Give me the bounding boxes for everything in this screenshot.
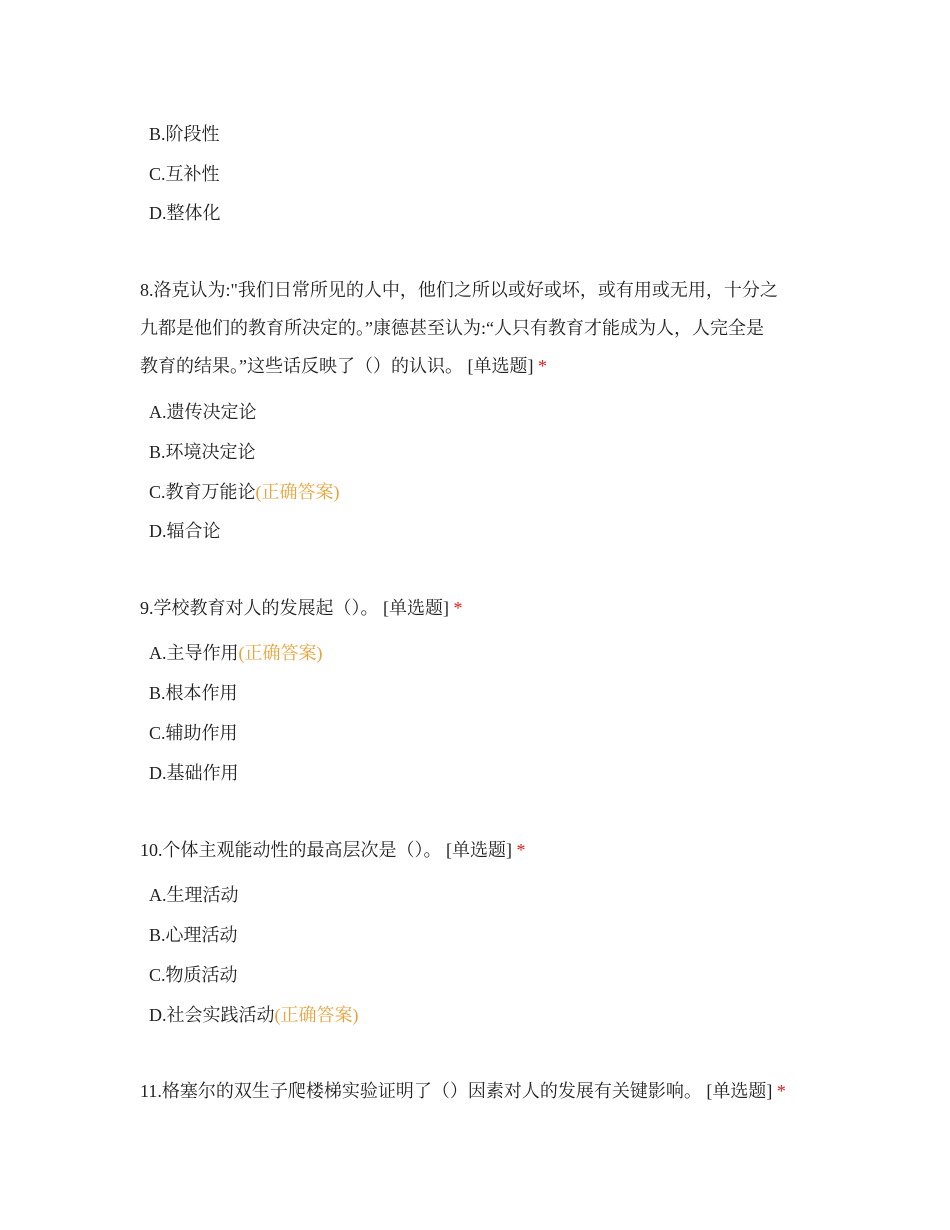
q10-question — [140, 839, 526, 861]
q9-option-b — [149, 682, 238, 704]
q8-question — [140, 271, 820, 385]
q10-text: 10.个体主观能动性的最高层次是（）。 — [140, 840, 442, 860]
q8-line2: 九都是他们的教育所决定的。”康德甚至认为:“人只有教育才能成为人，人完全是 — [140, 318, 764, 338]
question-type-tag: [单选题] — [467, 356, 534, 376]
q8-option-c — [149, 481, 340, 503]
q7-option-d — [149, 202, 221, 224]
q9-question — [140, 597, 463, 619]
option-label: C.教育万能论 — [149, 482, 256, 502]
option-label: A.生理活动 — [149, 885, 239, 905]
q7-option-b — [149, 123, 220, 145]
option-label: C.辅助作用 — [149, 723, 238, 743]
q10-option-a — [149, 884, 239, 906]
q10-option-b — [149, 924, 238, 946]
question-type-tag: [单选题] — [446, 840, 512, 860]
required-star: * — [516, 840, 526, 860]
q11-question — [140, 1080, 786, 1102]
required-star: * — [538, 356, 547, 376]
q7-option-c — [149, 163, 220, 185]
required-star: * — [776, 1081, 786, 1101]
q9-option-a — [149, 642, 323, 664]
option-label: D.社会实践活动 — [149, 1005, 275, 1025]
q8-option-d — [149, 520, 221, 542]
q8-option-a — [149, 401, 257, 423]
option-label: B.阶段性 — [149, 124, 220, 144]
question-type-tag: [单选题] — [706, 1081, 773, 1101]
q10-option-d — [149, 1004, 359, 1026]
option-label: B.环境决定论 — [149, 442, 256, 462]
q8-option-b — [149, 441, 256, 463]
option-label: C.物质活动 — [149, 965, 238, 985]
required-star: * — [453, 598, 463, 618]
option-label: A.主导作用 — [149, 643, 239, 663]
q8-line3-text: 教育的结果。”这些话反映了（）的认识。 — [140, 356, 463, 376]
option-label: D.辐合论 — [149, 521, 221, 541]
q10-option-c — [149, 964, 238, 986]
option-label: D.整体化 — [149, 203, 221, 223]
option-label: D.基础作用 — [149, 763, 239, 783]
question-type-tag: [单选题] — [383, 598, 449, 618]
correct-answer-mark: (正确答案) — [238, 643, 323, 663]
q9-option-d — [149, 762, 239, 784]
option-label: C.互补性 — [149, 164, 220, 184]
correct-answer-mark: (正确答案) — [274, 1005, 359, 1025]
q9-text: 9.学校教育对人的发展起（）。 — [140, 598, 379, 618]
q9-option-c — [149, 722, 238, 744]
q8-line1: 8.洛克认为:"我们日常所见的人中，他们之所以或好或坏，或有用或无用，十分之 — [140, 280, 778, 300]
q8-line3 — [140, 347, 820, 385]
option-label: B.根本作用 — [149, 683, 238, 703]
correct-answer-mark: (正确答案) — [255, 482, 340, 502]
option-label: B.心理活动 — [149, 925, 238, 945]
q11-text: 11.格塞尔的双生子爬楼梯实验证明了（）因素对人的发展有关键影响。 — [140, 1081, 702, 1101]
option-label: A.遗传决定论 — [149, 402, 257, 422]
